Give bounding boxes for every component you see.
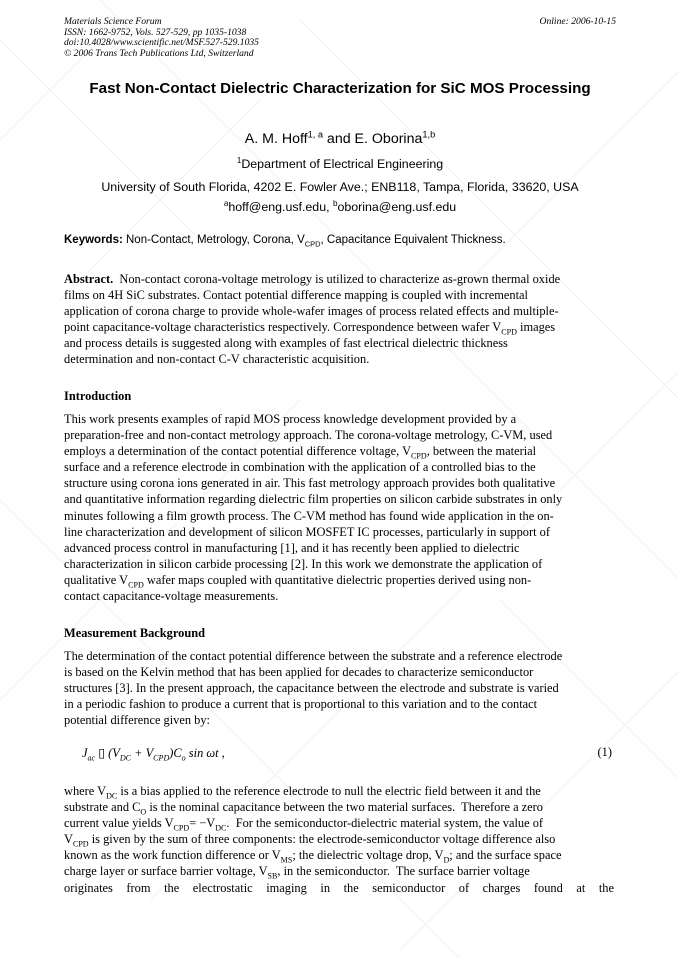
copyright: © 2006 Trans Tech Publications Ltd, Switzerland — [64, 47, 254, 59]
background-heading: Measurement Background — [64, 626, 206, 640]
abstract-line: and process details is suggested along with examples of fast electrical dielectric thickness — [64, 336, 508, 351]
intro-paragraph — [64, 411, 614, 604]
abstract-line: application of corona charge to provide whole-wafer images of process related effects and multiple- — [64, 304, 559, 319]
dept-name: Department of Electrical Engineering — [241, 157, 444, 171]
eq-part: )C — [169, 746, 182, 760]
t: current value yields V — [64, 816, 174, 831]
eq-j-sub: ac — [87, 753, 96, 763]
para-line — [64, 863, 614, 879]
email-b-sup: b — [332, 198, 338, 208]
intro-line-end: wafer maps coupled with quantitative dielectric properties derived using non- — [143, 572, 532, 587]
t: where V — [64, 784, 107, 798]
intro-line: This work presents examples of rapid MOS process knowledge development provided by a — [64, 412, 517, 426]
intro-line: preparation-free and non-contact metrology approach. The corona-voltage metrology, C-VM, used — [64, 428, 553, 443]
authors — [30, 131, 650, 147]
intro-line-text: qualitative V — [64, 572, 129, 587]
email-a-sup: a — [223, 198, 229, 208]
doi: doi:10.4028/www.scientific.net/MSF.527-529.1035 — [64, 37, 259, 49]
abstract — [64, 271, 614, 368]
background-line: structures [3]. In the present approach, the capacitance between the electrode and substrate is varied — [64, 681, 559, 696]
background-line: The determination of the contact potential difference between the substrate and a reference electrode — [64, 649, 563, 663]
keywords-text-end: , Capacitance Equivalent Thickness. — [320, 234, 506, 246]
intro-line: and quantitative information regarding dielectric film properties on silicon carbide substrates in only — [64, 492, 563, 507]
s: SB — [267, 871, 278, 881]
eq-part: (V — [105, 746, 120, 760]
para-line — [64, 831, 614, 847]
s: D — [443, 855, 450, 865]
dept-sup: 1 — [236, 155, 242, 165]
t: ; and the surface space — [449, 848, 562, 863]
t: substrate and C — [64, 800, 141, 815]
s: CPD — [72, 839, 89, 849]
intro-line — [64, 443, 614, 459]
eq-c-sub: o — [181, 753, 186, 763]
para-line: originates from the electrostatic imaging in the semiconductor of charges found at the — [64, 880, 614, 895]
s: DC — [215, 823, 227, 833]
t: is the nominal capacitance between the two material surfaces. Therefore a zero — [146, 800, 543, 815]
emails — [30, 200, 650, 214]
intro-line: structure using corona ions generated in air. This fast metrology approach provides both qualitative — [64, 476, 556, 491]
eq-j: J — [82, 746, 88, 760]
address: University of South Florida, 4202 E. Fowler Ave.; ENB118, Tampa, Florida, 33620, USA — [101, 180, 579, 194]
abstract-label: Abstract. — [64, 272, 114, 286]
t: ; the dielectric voltage drop, V — [292, 848, 444, 863]
intro-line: line characterization and development of silicon MOSFET IC processes, particularly in support of — [64, 524, 550, 539]
abstract-line-text: point capacitance-voltage characteristics respectively. Correspondence between wafer V — [64, 320, 502, 335]
intro-heading: Introduction — [64, 389, 132, 403]
abstract-line: determination and non-contact C-V characteristic acquisition. — [64, 352, 370, 367]
author-1-affil: 1, a — [307, 129, 323, 140]
intro-line: advanced process control in manufacturing [1], and it has recently been applied to dielectric — [64, 540, 520, 555]
equation-number: (1) — [597, 745, 612, 759]
author-1: A. M. Hoff — [244, 131, 308, 147]
keywords-sub: CPD — [304, 239, 321, 249]
paper-title: Fast Non-Contact Dielectric Characterization for SiC MOS Processing — [89, 80, 591, 97]
eq-part: sin ωt , — [185, 746, 225, 760]
keywords — [64, 234, 624, 249]
intro-line-text: employs a determination of the contact potential difference voltage, V — [64, 444, 412, 459]
email-b: oborina@eng.usf.edu — [337, 200, 457, 214]
t: charge layer or surface barrier voltage, V — [64, 864, 268, 879]
equation-1 — [82, 745, 612, 761]
para-line — [64, 783, 614, 799]
author-2: E. Oborina — [354, 131, 423, 147]
t: is a bias applied to the reference electrode to null the electric field between it and the — [117, 784, 541, 798]
s: CPD — [173, 823, 190, 833]
eq-vdc-sub: DC — [119, 753, 132, 763]
keywords-text: Non-Contact, Metrology, Corona, V — [122, 234, 305, 246]
abstract-line-end: images — [516, 320, 556, 335]
background-line: potential difference given by: — [64, 713, 210, 728]
background-line: is based on the Kelvin method that has been applied for decades to characterize semiconductor — [64, 665, 534, 680]
s: DC — [106, 791, 118, 801]
vcpd-sub: CPD — [501, 327, 517, 337]
email-a: hoff@eng.usf.edu, — [228, 200, 333, 214]
s: O — [140, 807, 147, 817]
intro-line: minutes following a film growth process. The C-VM method has found wide application in the on- — [64, 508, 554, 523]
issn: ISSN: 1662-9752, Vols. 527-529, pp 1035-1038 — [64, 26, 247, 38]
journal-header — [64, 17, 616, 59]
vcpd-sub: CPD — [411, 451, 427, 461]
eq-proportional-symbol: ▯ — [98, 746, 106, 760]
t: V — [64, 832, 73, 847]
vcpd-sub: CPD — [128, 580, 144, 590]
t: known as the work function difference or V — [64, 848, 281, 863]
background-paragraph — [64, 648, 614, 728]
after-equation-paragraph — [64, 783, 614, 896]
t: is given by the sum of three components: the electrode-semiconductor voltage difference also — [88, 832, 556, 847]
background-line: in a periodic fashion to produce a current that is proportional to this variation and to the contact — [64, 697, 538, 712]
eq-vcpd-sub: CPD — [153, 753, 170, 763]
and-text: and — [322, 131, 355, 147]
para-line — [64, 847, 614, 863]
keywords-label: Keywords: — [64, 234, 123, 246]
t: , in the semiconductor. The surface barrier voltage — [277, 864, 530, 879]
abstract-line: Non-contact corona-voltage metrology is utilized to characterize as-grown thermal oxide — [113, 272, 561, 286]
t: . For the semiconductor-dielectric material system, the value of — [226, 816, 544, 831]
intro-line: contact capacitance-voltage measurements. — [64, 589, 279, 604]
intro-line: surface and a reference electrode in combination with the application of a controlled bias to the — [64, 460, 536, 475]
s: MS — [280, 855, 293, 865]
intro-line-end: , between the material — [426, 444, 537, 459]
intro-line — [64, 572, 614, 588]
abstract-line — [64, 319, 614, 335]
para-line — [64, 799, 614, 815]
intro-line: characterization in silicon carbide processing [2]. In this work we demonstrate the application of — [64, 556, 543, 571]
journal-name: Materials Science Forum — [64, 16, 162, 27]
t: = −V — [189, 816, 216, 831]
para-line — [64, 815, 614, 831]
department — [30, 157, 650, 171]
online-date: Online: 2006-10-15 — [539, 16, 616, 27]
abstract-line: films on 4H SiC substrates. Contact potential difference mapping is coupled with incremental — [64, 288, 528, 303]
author-2-affil: 1,b — [422, 129, 436, 140]
eq-part: + V — [131, 746, 154, 760]
